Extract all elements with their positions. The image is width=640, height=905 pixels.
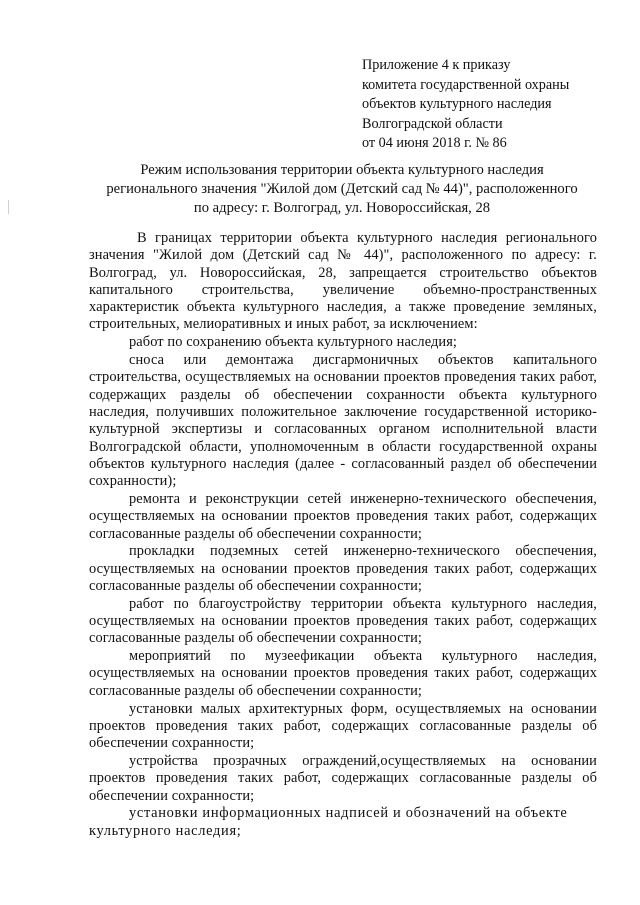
exception-item: работ по сохранению объекта культурного наследия; xyxy=(129,334,458,351)
exception-item: работ по благоустройству территории объекта культурного наследия, осуществляемых на основании проектов проведения таких работ, содержащих согласованные разделы об обеспечении сохранности; xyxy=(89,595,597,647)
appendix-line: от 04 июня 2018 г. № 86 xyxy=(362,135,507,151)
appendix-reference xyxy=(362,56,569,154)
appendix-line: Приложение 4 к приказу xyxy=(362,57,511,73)
document-title xyxy=(80,161,604,218)
title-line: по адресу: г. Волгоград, ул. Новороссийская, 28 xyxy=(193,200,491,216)
scan-margin-mark xyxy=(8,200,9,214)
exception-item: прокладки подземных сетей инженерно-технического обеспечения, осуществляемых на основании проектов проведения таких работ, содержащих согласованные разделы об обеспечении сохранности; xyxy=(89,543,597,594)
title-line: регионального значения "Жилой дом (Детский сад № 44)", расположенного xyxy=(106,181,578,197)
appendix-line: объектов культурного наследия xyxy=(362,96,552,112)
exception-item: сноса или демонтажа дисгармоничных объектов капитального строительства, осуществляемых на основании проектов проведения таких работ, содержащих разделы об обеспечении сохранности объекта культурного наследия, получивших положительное заключение государственной историко-культурной экспертизы и согласованных органом исполнительной власти Волгоградской области, уполномоченным в области государственной охраны объектов культурного наследия (далее - согласованный раздел об обеспечении сохранности); xyxy=(89,352,597,490)
intro-paragraph: В границах территории объекта культурного наследия регионального значения "Жилой дом (Детский сад № 44)", расположенного по адресу: г. Волгоград, ул. Новороссийская, 28, запрещается строительство объектов капитального строительства, увеличение объемно-пространственных характеристик объекта культурного наследия, а также проведение земляных, строительных, мелиоративных и иных работ, за исключением: xyxy=(89,230,597,333)
title-line: Режим использования территории объекта культурного наследия xyxy=(140,162,544,178)
exception-item: устройства прозрачных ограждений,осуществляемых на основании проектов проведения таких работ, содержащих согласованные разделы об обеспечении сохранности; xyxy=(89,752,597,804)
document-body xyxy=(89,230,597,840)
exception-item: установки малых архитектурных форм, осуществляемых на основании проектов проведения таких работ, содержащих согласованные разделы об обеспечении сохранности; xyxy=(89,700,597,752)
exception-item: установки информационных надписей и обозначений на объекте культурного наследия; xyxy=(89,805,568,839)
appendix-line: комитета государственной охраны xyxy=(362,76,570,93)
exception-item: ремонта и реконструкции сетей инженерно-технического обеспечения, осуществляемых на основании проектов проведения таких работ, содержащих согласованные разделы об обеспечении сохранности; xyxy=(89,490,597,542)
exception-item: мероприятий по музеефикации объекта культурного наследия, осуществляемых на основании проектов проведения таких работ, содержащих согласованные разделы об обеспечении сохранности; xyxy=(89,648,597,699)
appendix-line: Волгоградской области xyxy=(362,115,503,132)
